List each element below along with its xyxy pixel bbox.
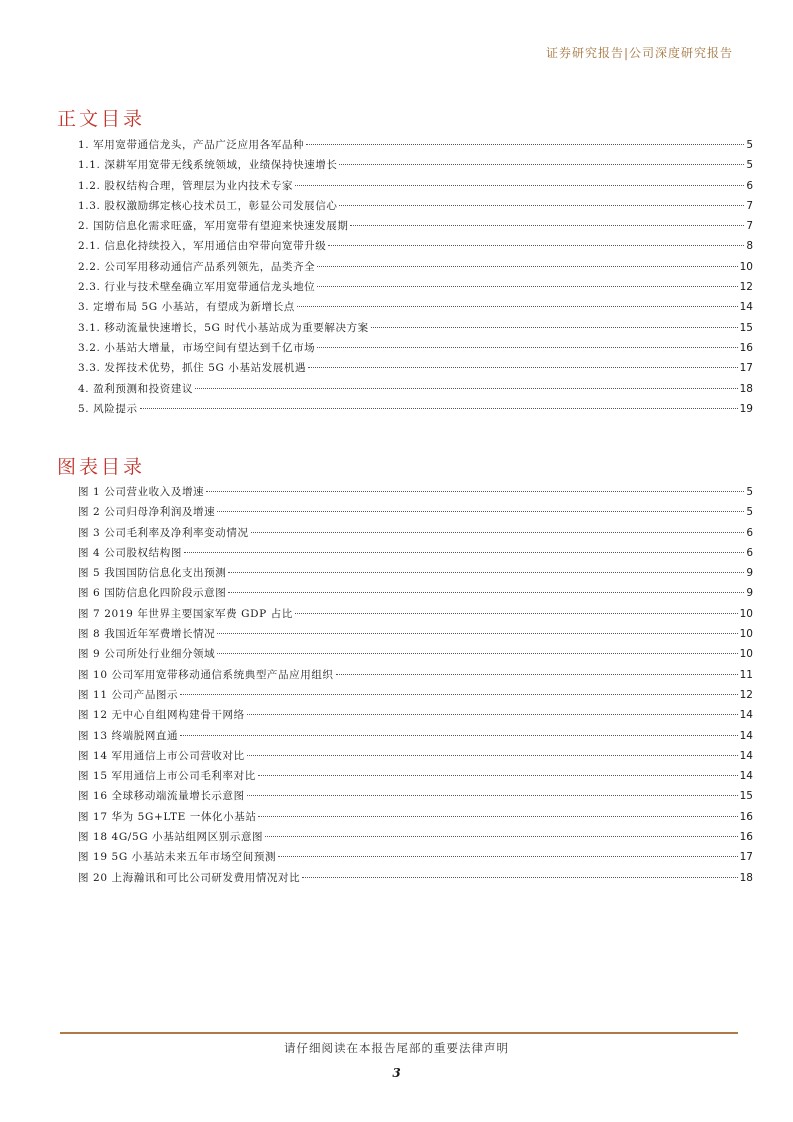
page-number: 3: [392, 1066, 401, 1080]
toc-item[interactable]: 3.2. 小基站大增量，市场空间有望达到千亿市场 16: [78, 341, 753, 354]
figure-item[interactable]: 图 8 我国近年军费增长情况 10: [78, 628, 753, 641]
figure-item[interactable]: 图 13 终端脱网直通 14: [78, 729, 753, 742]
toc-item[interactable]: 1.2. 股权结构合理，管理层为业内技术专家 6: [78, 179, 753, 192]
toc-item[interactable]: 1. 军用宽带通信龙头，产品广泛应用各军品种 5: [78, 139, 753, 151]
figure-item[interactable]: 图 2 公司归母净利润及增速 5: [78, 506, 753, 519]
figure-item[interactable]: 图 7 2019 年世界主要国家军费 GDP 占比 10: [78, 607, 753, 620]
report-header: 证券研究报告|公司深度研究报告: [545, 46, 733, 60]
figure-item[interactable]: 图 9 公司所处行业细分领域 10: [78, 648, 753, 661]
toc-item[interactable]: 3. 定增布局 5G 小基站，有望成为新增长点 14: [78, 301, 753, 314]
toc-item[interactable]: 2. 国防信息化需求旺盛，军用宽带有望迎来快速发展期 7: [78, 220, 753, 233]
toc-item[interactable]: 2.3. 行业与技术壁垒确立军用宽带通信龙头地位 12: [78, 281, 753, 294]
figure-item[interactable]: 图 15 军用通信上市公司毛利率对比 14: [78, 770, 753, 783]
figure-item[interactable]: 图 14 军用通信上市公司营收对比 14: [78, 749, 753, 762]
figure-item[interactable]: 图 16 全球移动端流量增长示意图 15: [78, 790, 753, 803]
figure-item[interactable]: 图 1 公司营业收入及增速 5: [78, 486, 753, 498]
toc-item[interactable]: 4. 盈利预测和投资建议 18: [78, 382, 753, 395]
figures-list: [78, 484, 753, 890]
toc-item[interactable]: 2.1. 信息化持续投入，军用通信由窄带向宽带升级 8: [78, 240, 753, 253]
toc-item[interactable]: 5. 风险提示 19: [78, 402, 753, 415]
figure-item[interactable]: 图 4 公司股权结构图 6: [78, 546, 753, 559]
toc-item[interactable]: 1.1. 深耕军用宽带无线系统领域，业绩保持快速增长 5: [78, 159, 753, 172]
figure-item[interactable]: 图 6 国防信息化四阶段示意图 9: [78, 587, 753, 600]
figures-title: 图表目录: [57, 456, 146, 478]
legal-notice: 请仔细阅读在本报告尾部的重要法律声明: [284, 1041, 509, 1055]
toc-list: [78, 137, 753, 421]
toc-item[interactable]: 1.3. 股权激励绑定核心技术员工，彰显公司发展信心 7: [78, 199, 753, 212]
footer-divider: [60, 1032, 738, 1034]
figure-item[interactable]: 图 12 无中心自组网构建骨干网络 14: [78, 709, 753, 722]
toc-title: 正文目录: [57, 108, 146, 130]
figure-item[interactable]: 图 11 公司产品图示 12: [78, 688, 753, 701]
figure-item[interactable]: 图 3 公司毛利率及净利率变动情况 6: [78, 526, 753, 539]
figure-item[interactable]: 图 17 华为 5G+LTE 一体化小基站 16: [78, 810, 753, 823]
figure-item[interactable]: 图 5 我国国防信息化支出预测 9: [78, 567, 753, 580]
figure-item[interactable]: 图 20 上海瀚讯和可比公司研发费用情况对比 18: [78, 871, 753, 884]
toc-item[interactable]: 3.3. 发挥技术优势，抓住 5G 小基站发展机遇 17: [78, 362, 753, 375]
toc-item[interactable]: 2.2. 公司军用移动通信产品系列领先，品类齐全 10: [78, 260, 753, 273]
figure-item[interactable]: 图 18 4G/5G 小基站组网区别示意图 16: [78, 831, 753, 844]
figure-item[interactable]: 图 19 5G 小基站未来五年市场空间预测 17: [78, 851, 753, 864]
toc-item[interactable]: 3.1. 移动流量快速增长，5G 时代小基站成为重要解决方案 15: [78, 321, 753, 334]
figure-item[interactable]: 图 10 公司军用宽带移动通信系统典型产品应用组织 11: [78, 668, 753, 681]
